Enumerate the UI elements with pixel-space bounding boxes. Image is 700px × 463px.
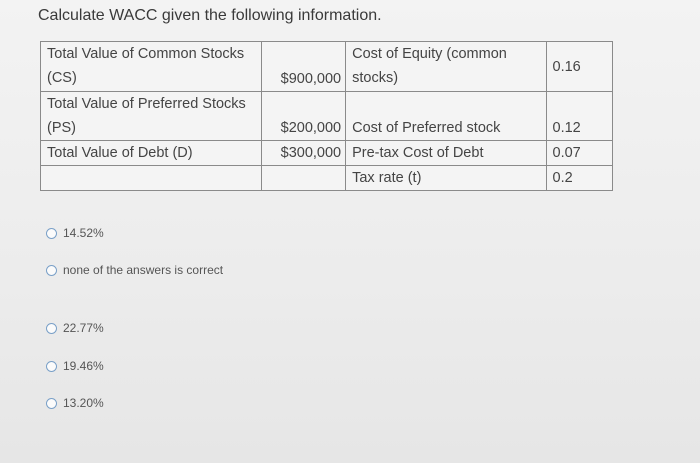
cell-value: 0.2 bbox=[546, 166, 613, 191]
table-row bbox=[41, 166, 613, 191]
table-row bbox=[41, 42, 613, 92]
option-label: 22.77% bbox=[63, 321, 104, 335]
option-label: 14.52% bbox=[63, 226, 104, 240]
info-table bbox=[40, 41, 613, 191]
radio-button[interactable] bbox=[46, 398, 57, 409]
table-row bbox=[41, 141, 613, 166]
cell-label: Total Value of Debt (D) bbox=[41, 141, 262, 166]
option-5[interactable] bbox=[46, 396, 104, 410]
option-label: 13.20% bbox=[63, 396, 104, 410]
cell-label: Total Value of Common Stocks (CS) bbox=[41, 42, 262, 92]
cell-amount: $300,000 bbox=[261, 141, 346, 166]
cell-value: 0.07 bbox=[546, 141, 613, 166]
radio-button[interactable] bbox=[46, 228, 57, 239]
option-label: 19.46% bbox=[63, 359, 104, 373]
option-4[interactable] bbox=[46, 359, 104, 373]
cell-param: Pre-tax Cost of Debt bbox=[346, 141, 546, 166]
question-title: Calculate WACC given the following information. bbox=[38, 7, 382, 24]
cell-param: Cost of Equity (common stocks) bbox=[346, 42, 546, 92]
cell-value: 0.16 bbox=[546, 42, 613, 92]
cell-param: Cost of Preferred stock bbox=[346, 92, 546, 141]
cell-value: 0.12 bbox=[546, 92, 613, 141]
option-3[interactable] bbox=[46, 321, 104, 335]
cell-label: Total Value of Preferred Stocks (PS) bbox=[41, 92, 262, 141]
cell-amount: $900,000 bbox=[261, 42, 346, 92]
radio-button[interactable] bbox=[46, 265, 57, 276]
radio-button[interactable] bbox=[46, 323, 57, 334]
radio-button[interactable] bbox=[46, 361, 57, 372]
cell-amount: $200,000 bbox=[261, 92, 346, 141]
option-1[interactable] bbox=[46, 226, 104, 240]
cell-label bbox=[41, 166, 262, 191]
cell-param: Tax rate (t) bbox=[346, 166, 546, 191]
table-row bbox=[41, 92, 613, 141]
cell-amount bbox=[261, 166, 346, 191]
option-2[interactable] bbox=[46, 263, 223, 277]
option-label: none of the answers is correct bbox=[63, 263, 224, 277]
